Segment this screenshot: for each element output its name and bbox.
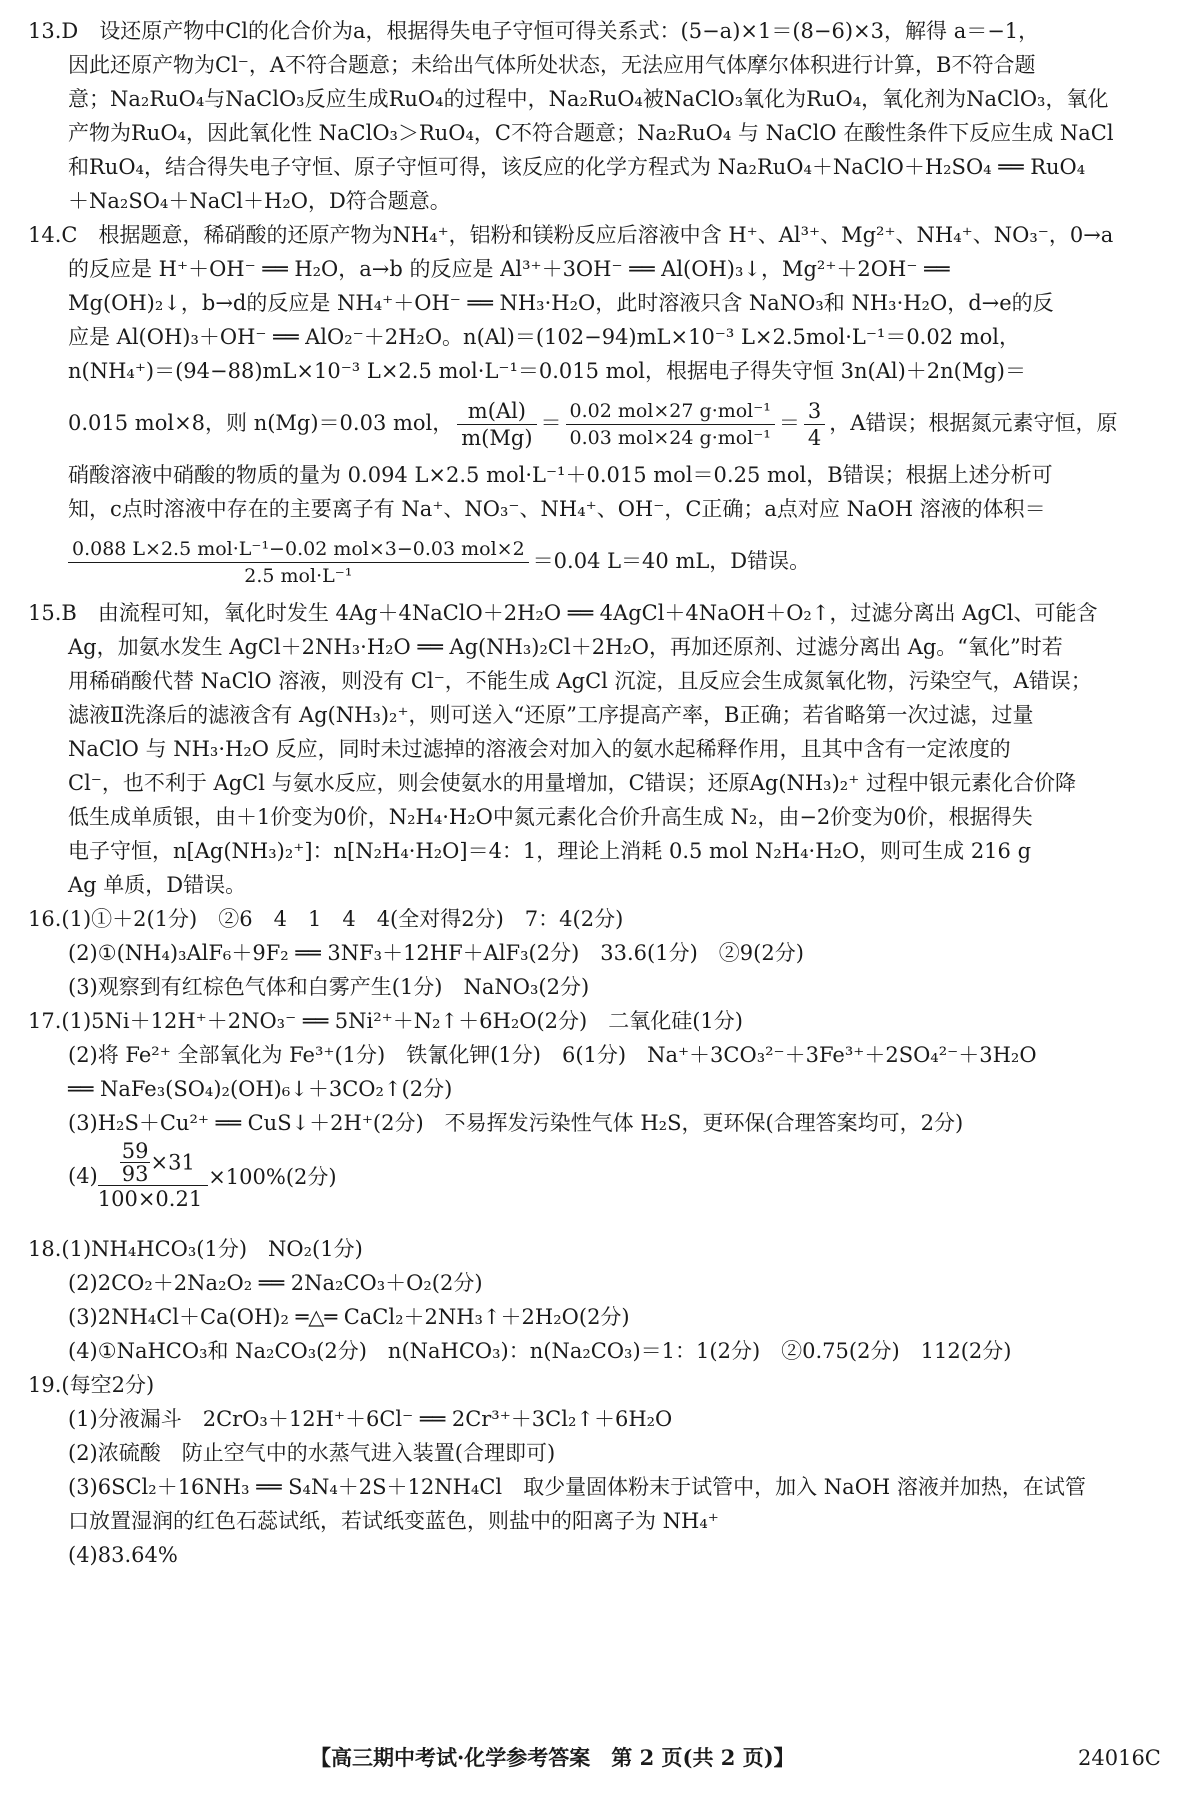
purity-formula-line bbox=[28, 1140, 1176, 1232]
footer-title: 【高三期中考试·化学参考答案 第 2 页(共 2 页)】 bbox=[310, 1745, 795, 1770]
text-line: 17.(1)5Ni＋12H⁺＋2NO₃⁻ ══ 5Ni²⁺＋N₂↑＋6H₂O(2分) 二氧化硅(1分) bbox=[28, 1009, 743, 1033]
fraction-numerator bbox=[98, 1140, 208, 1185]
page-footer bbox=[0, 1740, 1200, 1776]
naoh-volume-line bbox=[28, 526, 1176, 596]
text-line: NaClO 与 NH₃·H₂O 反应，同时未过滤掉的溶液会对加入的氨水起稀释作用，且其中含有一定浓度的 bbox=[68, 737, 1011, 761]
answer-17 bbox=[28, 1004, 1176, 1232]
fraction-numerator: 0.02 mol×27 g·mol⁻¹ bbox=[566, 398, 775, 425]
text-line: (2)将 Fe²⁺ 全部氧化为 Fe³⁺(1分) 铁氰化钾(1分) 6(1分) Na⁺＋3CO₃²⁻＋3Fe³⁺＋2SO₄²⁻＋3H₂O bbox=[68, 1043, 1037, 1067]
fraction-mass-ratio bbox=[457, 398, 536, 451]
answer-13 bbox=[28, 14, 1176, 218]
fraction-denominator: 2.5 mol·L⁻¹ bbox=[244, 565, 353, 587]
text-line: 19.(每空2分) bbox=[28, 1373, 155, 1397]
answer-16 bbox=[28, 902, 1176, 1004]
text-line: 应是 Al(OH)₃＋OH⁻ ══ AlO₂⁻＋2H₂O。n(Al)＝(102−94)mL×10⁻³ L×2.5mol·L⁻¹＝0.02 mol， bbox=[68, 325, 1021, 349]
answer-15 bbox=[28, 596, 1176, 902]
text-span: (4) bbox=[68, 1164, 98, 1188]
text-line: 滤液Ⅱ洗涤后的滤液含有 Ag(NH₃)₂⁺，则可送入“还原”工序提高产率，B正确；若省略第一次过滤，过量 bbox=[68, 703, 1034, 727]
text-span: ×31 bbox=[150, 1150, 195, 1175]
text-line: (3)6SCl₂＋16NH₃ ══ S₄N₄＋2S＋12NH₄Cl 取少量固体粉末于试管中，加入 NaOH 溶液并加热，在试管 bbox=[68, 1475, 1086, 1499]
fraction-denominator: m(Mg) bbox=[461, 426, 533, 450]
text-line: 意；Na₂RuO₄与NaClO₃反应生成RuO₄的过程中，Na₂RuO₄被NaClO₃氧化为RuO₄，氧化剂为NaClO₃，氧化 bbox=[68, 87, 1109, 111]
purity-fraction bbox=[98, 1140, 208, 1212]
text-line: 和RuO₄，结合得失电子守恒、原子守恒可得，该反应的化学方程式为 Na₂RuO₄＋NaClO＋H₂SO₄ ══ RuO₄ bbox=[68, 155, 1086, 179]
fraction-denominator: 100×0.21 bbox=[98, 1185, 208, 1212]
text-line: ══ NaFe₃(SO₄)₂(OH)₆↓＋3CO₂↑(2分) bbox=[68, 1077, 453, 1101]
text-line: Mg(OH)₂↓，b→d的反应是 NH₄⁺＋OH⁻ ══ NH₃·H₂O，此时溶液只含 NaNO₃和 NH₃·H₂O，d→e的反 bbox=[68, 291, 1054, 315]
text-line: (3)2NH₄Cl＋Ca(OH)₂ ═△═ CaCl₂＋2NH₃↑＋2H₂O(2分) bbox=[68, 1305, 630, 1329]
answer-18 bbox=[28, 1232, 1176, 1368]
text-line: (2)①(NH₄)₃AlF₆＋9F₂ ══ 3NF₃＋12HF＋AlF₃(2分) 33.6(1分) ②9(2分) bbox=[68, 941, 804, 965]
text-line: Ag 单质，D错误。 bbox=[68, 873, 247, 897]
equals-sign: ＝ bbox=[540, 411, 562, 435]
text-line: Cl⁻，也不利于 AgCl 与氨水反应，则会使氨水的用量增加，C错误；还原Ag(NH₃)₂⁺ 过程中银元素化合价降 bbox=[68, 771, 1076, 795]
text-line: ＋Na₂SO₄＋NaCl＋H₂O，D符合题意。 bbox=[68, 189, 451, 213]
fraction-numerator: m(Al) bbox=[457, 398, 536, 425]
text-span: 0.015 mol×8，则 n(Mg)＝0.03 mol， bbox=[68, 411, 454, 435]
text-line: Ag，加氨水发生 AgCl＋2NH₃·H₂O ══ Ag(NH₃)₂Cl＋2H₂O，再加还原剂、过滤分离出 Ag。“氧化”时若 bbox=[68, 635, 1063, 659]
fraction-numerator: 59 bbox=[121, 1139, 149, 1163]
text-line: 13.D 设还原产物中Cl的化合价为a，根据得失电子守恒可得关系式：(5−a)×1＝(8−6)×3，解得 a＝−1， bbox=[28, 19, 1040, 43]
text-line: 15.B 由流程可知，氧化时发生 4Ag＋4NaClO＋2H₂O ══ 4AgCl＋4NaOH＋O₂↑，过滤分离出 AgCl、可能含 bbox=[28, 601, 1098, 625]
text-line: 的反应是 H⁺＋OH⁻ ══ H₂O，a→b 的反应是 Al³⁺＋3OH⁻ ══ Al(OH)₃↓，Mg²⁺＋2OH⁻ ══ bbox=[68, 257, 950, 281]
text-line: 14.C 根据题意，稀硝酸的还原产物为NH₄⁺，铝粉和镁粉反应后溶液中含 H⁺、Al³⁺、Mg²⁺、NH₄⁺、NO₃⁻，0→a bbox=[28, 223, 1114, 247]
text-line: 18.(1)NH₄HCO₃(1分) NO₂(1分) bbox=[28, 1237, 363, 1261]
text-line: (1)分液漏斗 2CrO₃＋12H⁺＋6Cl⁻ ══ 2Cr³⁺＋3Cl₂↑＋6H₂O bbox=[68, 1407, 673, 1431]
fraction-mass-calc bbox=[566, 398, 775, 451]
text-line: 16.(1)①＋2(1分) ②6 4 1 4 4(全对得2分) 7：4(2分) bbox=[28, 907, 624, 931]
text-line: (4)83.64% bbox=[68, 1543, 178, 1567]
fraction-denominator: 4 bbox=[807, 426, 822, 450]
text-line: 知，c点时溶液中存在的主要离子有 Na⁺、NO₃⁻、NH₄⁺、OH⁻，C正确；a点对应 NaOH 溶液的体积＝ bbox=[68, 497, 1046, 521]
text-line: (4)①NaHCO₃和 Na₂CO₃(2分) n(NaHCO₃)：n(Na₂CO₃)＝1：1(2分) ②0.75(2分) 112(2分) bbox=[68, 1339, 1012, 1363]
inner-fraction bbox=[120, 1140, 151, 1185]
text-span: ，A错误；根据氮元素守恒，原 bbox=[829, 411, 1118, 435]
mass-ratio-line bbox=[28, 388, 1176, 458]
fraction-naoh-volume bbox=[68, 536, 529, 589]
fraction-denominator: 93 bbox=[121, 1162, 149, 1186]
text-line: 电子守恒，n[Ag(NH₃)₂⁺]：n[N₂H₄·H₂O]＝4：1，理论上消耗 0.5 mol N₂H₄·H₂O，则可生成 216 g bbox=[68, 839, 1032, 863]
text-line: 用稀硝酸代替 NaClO 溶液，则没有 Cl⁻，不能生成 AgCl 沉淀，且反应会生成氮氧化物，污染空气，A错误； bbox=[68, 669, 1092, 693]
text-line: 产物为RuO₄，因此氧化性 NaClO₃＞RuO₄，C不符合题意；Na₂RuO₄ 与 NaClO 在酸性条件下反应生成 NaCl bbox=[68, 121, 1114, 145]
text-span: ＝0.04 L＝40 mL，D错误。 bbox=[532, 549, 811, 573]
fraction-denominator: 0.03 mol×24 g·mol⁻¹ bbox=[569, 427, 771, 449]
text-line: 口放置湿润的红色石蕊试纸，若试纸变蓝色，则盐中的阳离子为 NH₄⁺ bbox=[68, 1509, 719, 1533]
footer-code: 24016C bbox=[1078, 1746, 1161, 1770]
text-line: (3)观察到有红棕色气体和白雾产生(1分) NaNO₃(2分) bbox=[68, 975, 590, 999]
answer-19 bbox=[28, 1368, 1176, 1572]
text-line: (2)2CO₂＋2Na₂O₂ ══ 2Na₂CO₃＋O₂(2分) bbox=[68, 1271, 483, 1295]
text-line: (2)浓硫酸 防止空气中的水蒸气进入装置(合理即可) bbox=[68, 1441, 556, 1465]
fraction-numerator: 0.088 L×2.5 mol·L⁻¹−0.02 mol×3−0.03 mol×2 bbox=[68, 536, 529, 563]
text-span: ×100%(2分) bbox=[208, 1165, 337, 1189]
text-line: (3)H₂S＋Cu²⁺ ══ CuS↓＋2H⁺(2分) 不易挥发污染性气体 H₂S，更环保(合理答案均可，2分) bbox=[68, 1111, 964, 1135]
answer-page bbox=[28, 14, 1176, 1572]
text-line: 硝酸溶液中硝酸的物质的量为 0.094 L×2.5 mol·L⁻¹＋0.015 mol＝0.25 mol，B错误；根据上述分析可 bbox=[68, 463, 1053, 487]
text-line: 因此还原产物为Cl⁻，A不符合题意；未给出气体所处状态，无法应用气体摩尔体积进行计算，B不符合题 bbox=[68, 53, 1036, 77]
text-line: 低生成单质银，由＋1价变为0价，N₂H₄·H₂O中氮元素化合价升高生成 N₂，由−2价变为0价，根据得失 bbox=[68, 805, 1033, 829]
answer-14 bbox=[28, 218, 1176, 596]
equals-sign: ＝ bbox=[778, 411, 800, 435]
text-line: n(NH₄⁺)＝(94−88)mL×10⁻³ L×2.5 mol·L⁻¹＝0.015 mol，根据电子得失守恒 3n(Al)＋2n(Mg)＝ bbox=[68, 359, 1027, 383]
fraction-result bbox=[804, 398, 825, 451]
fraction-numerator: 3 bbox=[804, 398, 825, 425]
